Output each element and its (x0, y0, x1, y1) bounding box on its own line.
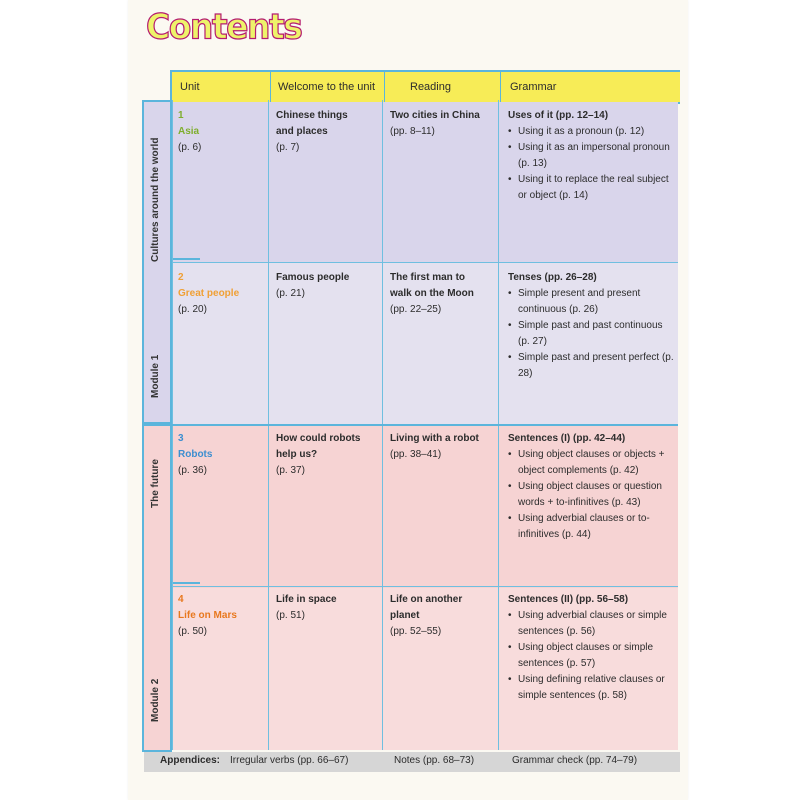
appendices-label: Appendices: (160, 755, 221, 766)
unit-number: 3 (178, 433, 184, 444)
module1-label: Module 1 (150, 354, 161, 398)
reading-page: (pp. 22–25) (390, 304, 442, 315)
welcome-line: and places (276, 126, 328, 137)
reading-line: Two cities in China (390, 110, 480, 121)
grammar-cell (508, 270, 674, 382)
grammar-item: • Simple past and present perfect (p. 28) (508, 350, 674, 382)
welcome-line: Chinese things (276, 110, 348, 121)
grammar-item: • Using defining relative clauses or simple sentences (p. 58) (508, 672, 674, 704)
grammar-item: • Using adverbial clauses or to-infinitives (p. 44) (508, 511, 674, 543)
welcome-page: (p. 51) (276, 610, 305, 621)
reading-page: (pp. 52–55) (390, 626, 442, 637)
grammar-cell (508, 592, 674, 704)
unit-name: Asia (178, 126, 200, 137)
module2-label: Module 2 (150, 678, 161, 722)
theme-cultures-label: Cultures around the world (150, 137, 161, 262)
page-title: Contents (146, 6, 302, 47)
welcome-cell (276, 270, 380, 302)
unit-cell (178, 108, 266, 156)
reading-line: planet (390, 610, 420, 621)
grammar-cell (508, 108, 674, 204)
welcome-page: (p. 21) (276, 288, 305, 299)
grammar-item: • Using it as an impersonal pronoun (p. 13) (508, 140, 674, 172)
reading-line: Life on another (390, 594, 463, 605)
row-rule (172, 262, 678, 263)
divider (270, 72, 271, 102)
grammar-item: • Simple past and past continuous (p. 27) (508, 318, 674, 350)
theme-future-label: The future (150, 459, 161, 508)
welcome-line: Life in space (276, 594, 337, 605)
header-grammar: Grammar (510, 81, 557, 93)
welcome-cell (276, 431, 380, 479)
appendix-irregular-verbs: Irregular verbs (pp. 66–67) (230, 755, 349, 766)
unit-page: (p. 20) (178, 304, 207, 315)
reading-cell (390, 108, 496, 140)
appendices-bar (144, 752, 680, 772)
unit-name: Life on Mars (178, 610, 237, 621)
unit-name: Robots (178, 449, 213, 460)
reading-line: Living with a robot (390, 433, 479, 444)
reading-line: walk on the Moon (390, 288, 474, 299)
reading-cell (390, 270, 496, 318)
row-rule (172, 586, 678, 587)
reading-page: (pp. 38–41) (390, 449, 442, 460)
appendix-grammar-check: Grammar check (pp. 74–79) (512, 755, 638, 766)
unit-number: 1 (178, 110, 184, 121)
appendix-notes: Notes (pp. 68–73) (394, 755, 475, 766)
grammar-item: • Using adverbial clauses or simple sentences (p. 56) (508, 608, 674, 640)
welcome-line: How could robots (276, 433, 361, 444)
grammar-title: Sentences (II) (pp. 56–58) (508, 594, 629, 605)
unit-page: (p. 50) (178, 626, 207, 637)
reading-cell (390, 592, 496, 640)
grammar-title: Sentences (I) (pp. 42–44) (508, 433, 626, 444)
grammar-item: • Using object clauses or objects + object complements (p. 42) (508, 447, 674, 479)
unit-number: 4 (178, 594, 184, 605)
grammar-item: • Using object clauses or simple sentences (p. 57) (508, 640, 674, 672)
table-header (170, 70, 680, 104)
unit-page: (p. 6) (178, 142, 202, 153)
welcome-page: (p. 7) (276, 142, 300, 153)
divider (384, 72, 385, 102)
unit-number: 2 (178, 272, 184, 283)
unit-cell (178, 592, 266, 640)
welcome-line: Famous people (276, 272, 350, 283)
grammar-title: Tenses (pp. 26–28) (508, 272, 597, 283)
unit-cell (178, 431, 266, 479)
unit-page: (p. 36) (178, 465, 207, 476)
grammar-title: Uses of it (pp. 12–14) (508, 110, 609, 121)
reading-cell (390, 431, 496, 463)
grammar-item: • Simple present and present continuous (p. 26) (508, 286, 674, 318)
grammar-item: • Using it to replace the real subject or object (p. 14) (508, 172, 674, 204)
grammar-cell (508, 431, 674, 543)
header-reading: Reading (410, 81, 451, 93)
unit-cell (178, 270, 266, 318)
row-rule (172, 424, 678, 426)
welcome-page: (p. 37) (276, 465, 305, 476)
reading-line: The first man to (390, 272, 466, 283)
header-unit: Unit (180, 81, 200, 93)
welcome-cell (276, 108, 380, 156)
divider (500, 72, 501, 102)
grammar-item: • Using it as a pronoun (p. 12) (508, 124, 674, 140)
welcome-line: help us? (276, 449, 318, 460)
grammar-item: • Using object clauses or question words + to-infinitives (p. 43) (508, 479, 674, 511)
welcome-cell (276, 592, 380, 624)
reading-page: (pp. 8–11) (390, 126, 435, 137)
header-welcome: Welcome to the unit (278, 81, 376, 93)
unit-name: Great people (178, 288, 240, 299)
